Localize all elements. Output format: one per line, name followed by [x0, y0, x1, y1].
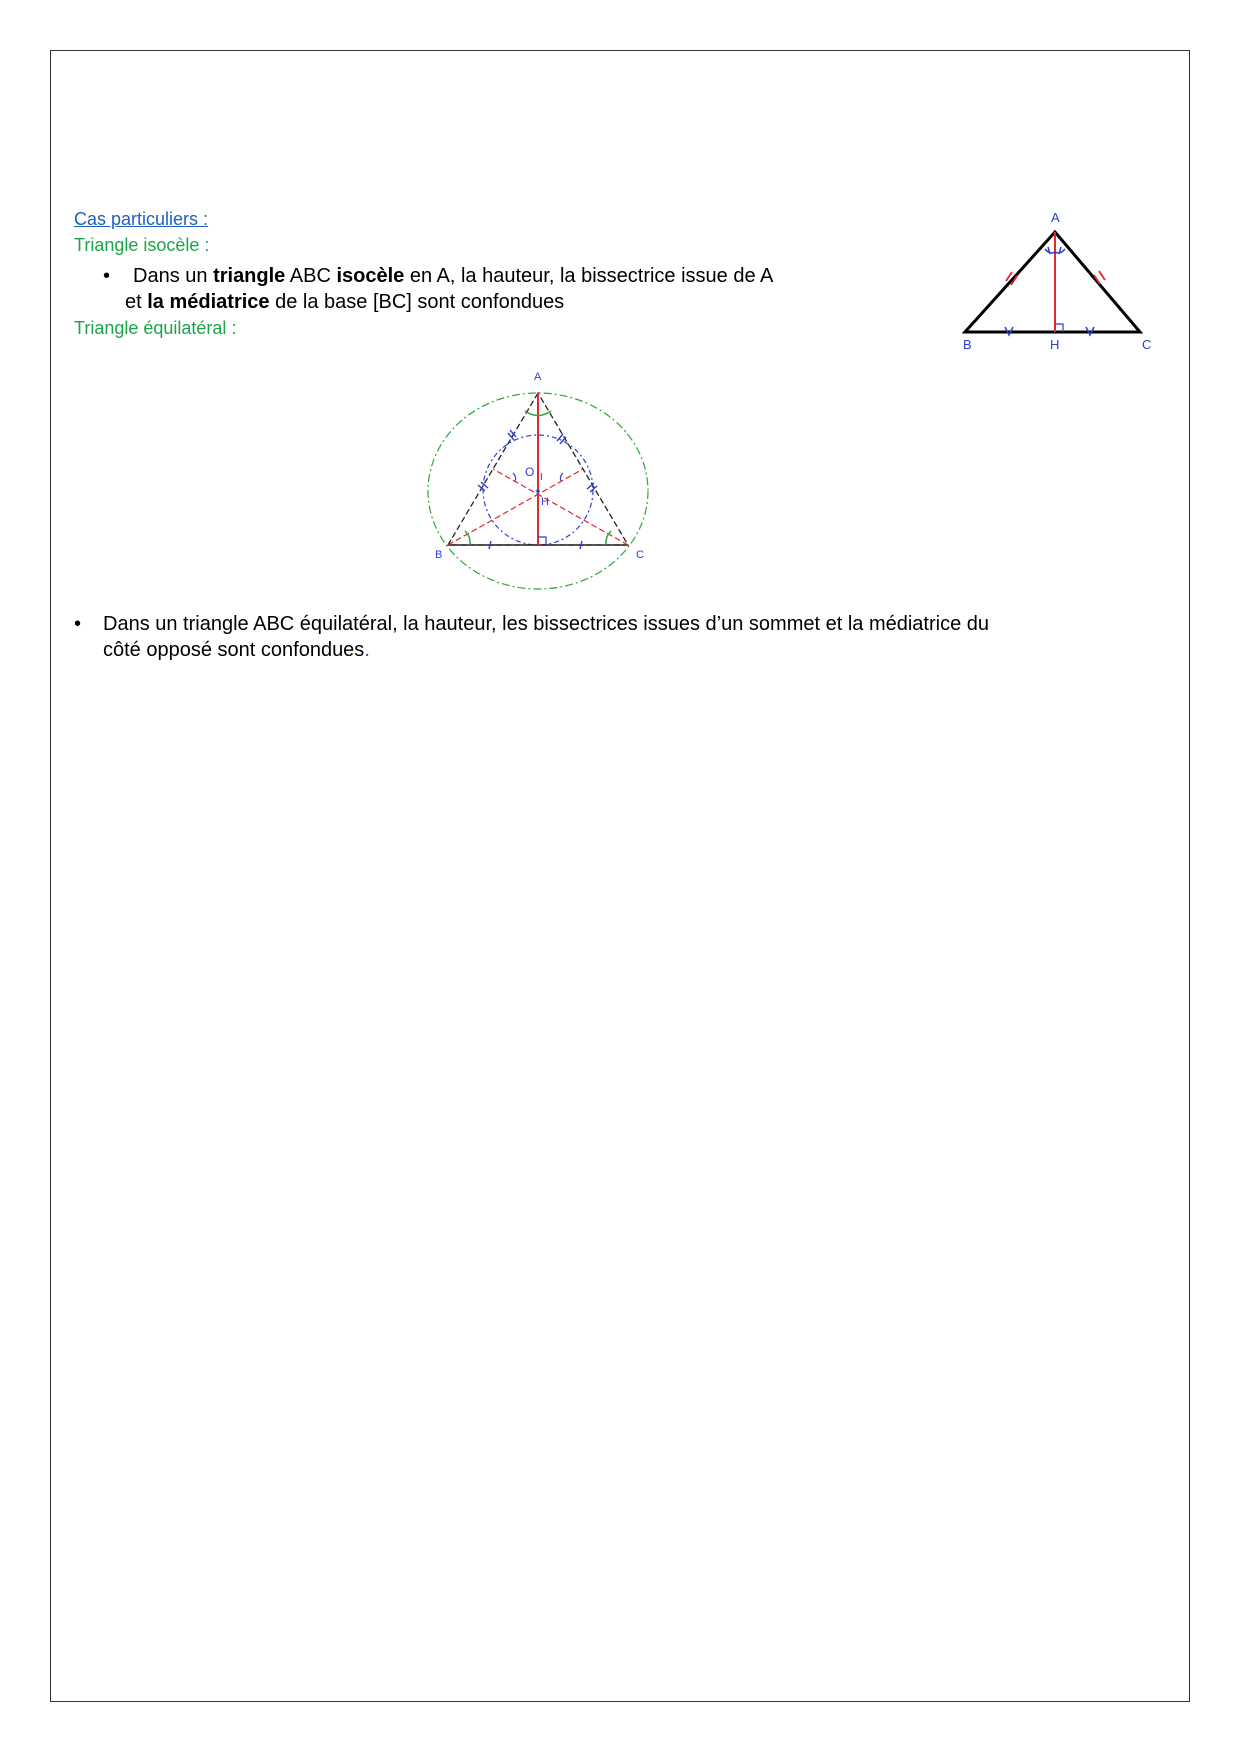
equilateral-line-1: Dans un triangle ABC équilatéral, la hauteur, les bissectrices issues d’un sommet et la médiatrice du	[103, 613, 990, 635]
label-B: B	[435, 549, 443, 561]
equilateral-line-2	[103, 638, 370, 663]
bold-triangle: triangle	[213, 265, 286, 287]
label-C: C	[1142, 337, 1152, 352]
text-run: ABC	[285, 265, 337, 287]
heading-triangle-equilateral: Triangle équilatéral :	[74, 318, 237, 338]
label-H: H	[1050, 337, 1060, 352]
isocele-line-1	[133, 264, 773, 289]
text-run: en A, la hauteur, la bissectrice issue de A	[404, 265, 774, 287]
isocele-triangle	[965, 232, 1140, 332]
isocele-line-2	[125, 290, 564, 315]
heading-triangle-isocele: Triangle isocèle :	[74, 235, 210, 255]
label-C: C	[636, 549, 644, 561]
label-B: B	[963, 337, 972, 352]
equilateral-triangle-figure	[415, 365, 655, 595]
period: .	[364, 639, 370, 661]
isocele-bullet: •	[103, 265, 111, 287]
text-run: et	[125, 291, 148, 313]
text-run: de la base [BC] sont confondues	[269, 291, 565, 313]
right-angle-mark	[538, 537, 546, 545]
bold-mediatrice: la médiatrice	[147, 291, 270, 313]
label-H: H	[541, 496, 549, 508]
label-A: A	[1051, 210, 1060, 225]
text-run: côté opposé sont confondues	[103, 639, 365, 661]
label-I: I	[540, 472, 543, 483]
heading-cas-particuliers: Cas particuliers :	[74, 209, 209, 229]
equilateral-bullet: •	[74, 613, 82, 635]
bold-isocele: isocèle	[336, 265, 405, 287]
label-O: O	[525, 465, 535, 479]
isocele-triangle-figure	[955, 205, 1170, 355]
text-run: Dans un	[133, 265, 214, 287]
label-A: A	[534, 371, 542, 383]
center-point	[536, 489, 540, 493]
